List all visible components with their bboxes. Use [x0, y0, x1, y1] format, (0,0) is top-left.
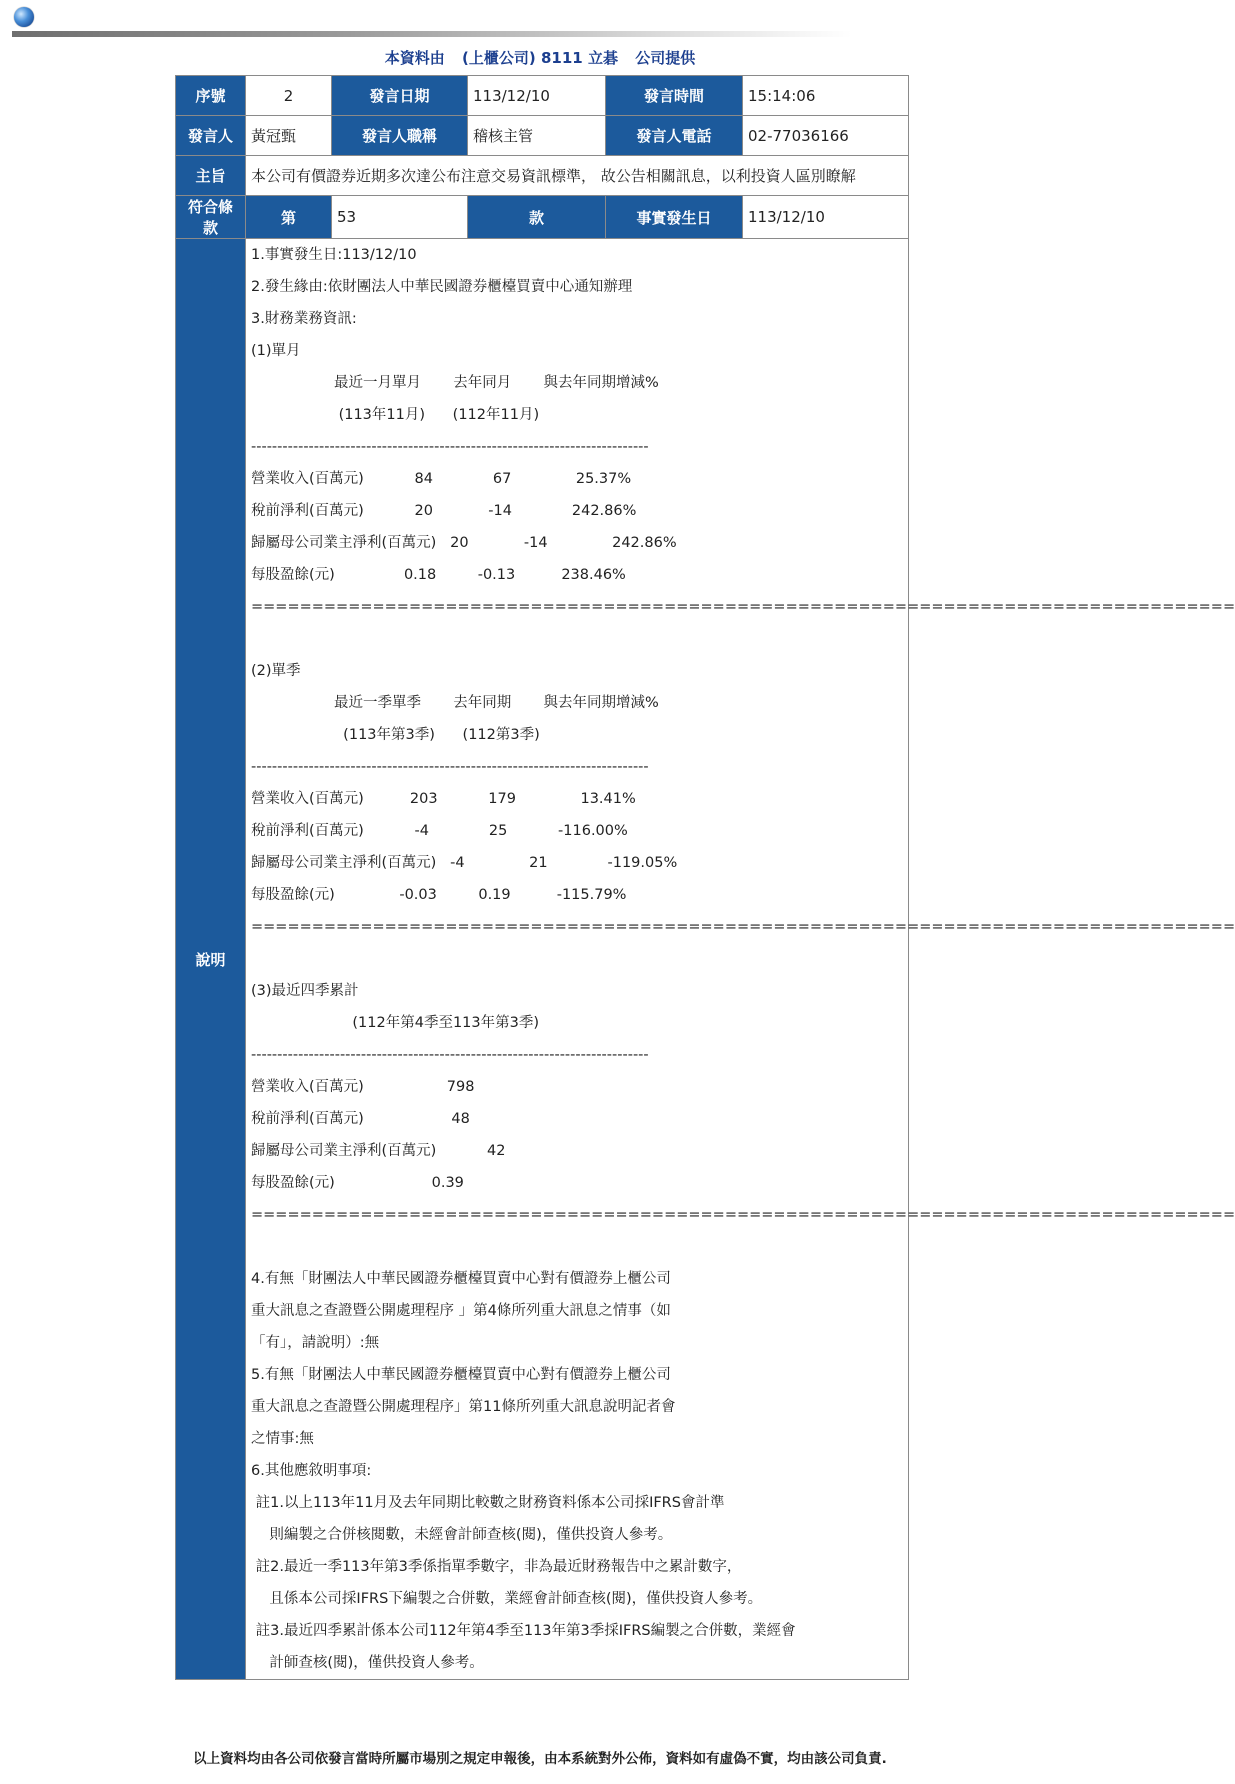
- title-part-2: (上櫃公司) 8111 立碁: [462, 49, 618, 67]
- event-date-value: 113/12/10: [743, 196, 909, 239]
- description-line: 註2.最近一季113年第3季係指單季數字，非為最近財務報告中之累計數字，: [251, 1559, 742, 1575]
- description-line: 每股盈餘(元) 0.39: [251, 1175, 464, 1191]
- description-line: (1)單月: [251, 343, 301, 359]
- description-line: 重大訊息之查證暨公開處理程序 」第4條所列重大訊息之情事（如: [251, 1303, 671, 1319]
- description-line: 營業收入(百萬元) 84 67 25.37%: [251, 471, 632, 487]
- header-divider: [12, 31, 852, 37]
- row-speaker: [176, 116, 909, 156]
- description-line: [251, 623, 903, 655]
- description-line: 且係本公司採IFRS下編製之合併數，業經會計師查核(閱)，僅供投資人參考。: [251, 1591, 763, 1607]
- description-line: ----------------------------------------------------------------------------: [251, 1047, 649, 1063]
- description-line: 計師查核(閱)，僅供投資人參考。: [251, 1655, 484, 1671]
- description-line: 營業收入(百萬元) 798: [251, 1079, 475, 1095]
- description-line: (113年11月) (112年11月): [251, 407, 540, 423]
- description-line: (3)最近四季累計: [251, 983, 359, 999]
- clause-label: 符合條款: [176, 196, 246, 239]
- description-line: 每股盈餘(元) -0.03 0.19 -115.79%: [251, 887, 627, 903]
- description-line: 「有」，請說明）:無: [251, 1335, 380, 1351]
- description-line: 之情事:無: [251, 1431, 314, 1447]
- description-line: =================================================================================: [251, 599, 1235, 615]
- description-line: 則編製之合併核閱數，未經會計師查核(閱)，僅供投資人參考。: [251, 1527, 673, 1543]
- phone-label: 發言人電話: [606, 116, 743, 156]
- date-value: 113/12/10: [468, 76, 606, 116]
- event-date-label: 事實發生日: [606, 196, 743, 239]
- description-line: 重大訊息之查證暨公開處理程序」第11條所列重大訊息說明記者會: [251, 1399, 676, 1415]
- description-line: 註3.最近四季累計係本公司112年第4季至113年第3季採IFRS編製之合併數，業經會: [251, 1623, 796, 1639]
- description-line: (112年第4季至113年第3季): [251, 1015, 540, 1031]
- description-label: 說明: [176, 239, 246, 1680]
- description-line: 歸屬母公司業主淨利(百萬元) 20 -14 242.86%: [251, 535, 677, 551]
- description-line: (2)單季: [251, 663, 301, 679]
- speaker-title-value: 稽核主管: [468, 116, 606, 156]
- description-line: 最近一季單季 去年同期 與去年同期增減%: [251, 695, 659, 711]
- row-clause: [176, 196, 909, 239]
- row-description: [176, 239, 909, 1680]
- description-line: 3.財務業務資訊:: [251, 311, 357, 327]
- description-line: 4.有無「財團法人中華民國證券櫃檯買賣中心對有價證券上櫃公司: [251, 1271, 671, 1287]
- description-line: 1.事實發生日:113/12/10: [251, 247, 417, 263]
- description-line: 歸屬母公司業主淨利(百萬元) 42: [251, 1143, 506, 1159]
- seq-label: 序號: [176, 76, 246, 116]
- seq-value: 2: [246, 76, 332, 116]
- description-line: 營業收入(百萬元) 203 179 13.41%: [251, 791, 636, 807]
- page-title: [0, 47, 1080, 68]
- description-line: (113年第3季) (112第3季): [251, 727, 540, 743]
- speaker-title-label: 發言人職稱: [332, 116, 468, 156]
- title-part-3: 公司提供: [635, 49, 696, 67]
- speaker-label: 發言人: [176, 116, 246, 156]
- description-line: =================================================================================: [251, 919, 1235, 935]
- description-line: ----------------------------------------------------------------------------: [251, 759, 649, 775]
- footer-disclaimer: 以上資料均由各公司依發言當時所屬市場別之規定申報後，由本系統對外公佈，資料如有虛偽不實，均由該公司負責.: [193, 1751, 887, 1767]
- description-lines: [251, 239, 1235, 1679]
- announcement-table: [175, 75, 1235, 1680]
- description-line: 稅前淨利(百萬元) -4 25 -116.00%: [251, 823, 628, 839]
- description-line: 歸屬母公司業主淨利(百萬元) -4 21 -119.05%: [251, 855, 678, 871]
- description-line: 最近一月單月 去年同月 與去年同期增減%: [251, 375, 659, 391]
- clause-value: 53: [332, 196, 468, 239]
- description-body: [246, 239, 1235, 1680]
- description-line: 註1.以上113年11月及去年同期比較數之財務資料係本公司採IFRS會計準: [251, 1495, 725, 1511]
- date-label: 發言日期: [332, 76, 468, 116]
- description-line: 每股盈餘(元) 0.18 -0.13 238.46%: [251, 567, 626, 583]
- description-line: 2.發生緣由:依財團法人中華民國證券櫃檯買賣中心通知辦理: [251, 279, 633, 295]
- description-line: [251, 1231, 903, 1263]
- description-line: 稅前淨利(百萬元) 48: [251, 1111, 470, 1127]
- speaker-value: 黃冠甄: [246, 116, 332, 156]
- clause-di-label: 第: [246, 196, 332, 239]
- subject-label: 主旨: [176, 156, 246, 196]
- description-line: 稅前淨利(百萬元) 20 -14 242.86%: [251, 503, 637, 519]
- phone-value: 02-77036166: [743, 116, 909, 156]
- row-basic-info: [176, 76, 909, 116]
- time-label: 發言時間: [606, 76, 743, 116]
- description-line: [251, 943, 903, 975]
- clause-kuan-label: 款: [468, 196, 606, 239]
- description-line: =================================================================================: [251, 1207, 1235, 1223]
- description-line: 5.有無「財團法人中華民國證券櫃檯買賣中心對有價證券上櫃公司: [251, 1367, 671, 1383]
- title-part-1: 本資料由: [384, 49, 445, 67]
- row-subject: [176, 156, 909, 196]
- globe-icon: [14, 7, 34, 27]
- time-value: 15:14:06: [743, 76, 909, 116]
- description-line: 6.其他應敘明事項:: [251, 1463, 372, 1479]
- description-line: ----------------------------------------------------------------------------: [251, 439, 649, 455]
- subject-value: 本公司有價證券近期多次達公布注意交易資訊標準， 故公告相關訊息，以利投資人區別瞭解: [246, 156, 909, 196]
